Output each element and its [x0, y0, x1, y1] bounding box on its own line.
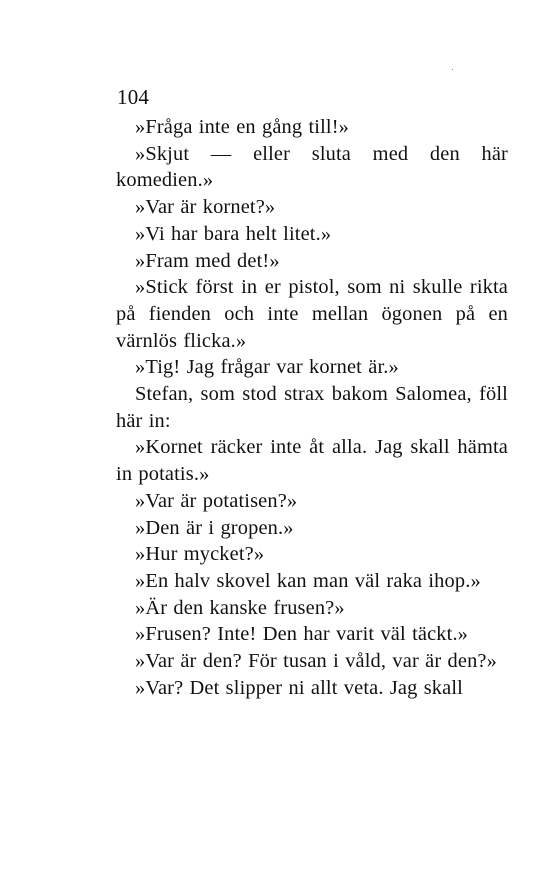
paragraph: »Var är potatisen?»: [135, 489, 298, 512]
paragraph: »Tig! Jag frågar var kornet är.»: [135, 356, 399, 379]
paragraph: »Var? Det slipper ni allt veta. Jag skall: [135, 676, 463, 699]
paragraph: »Hur mycket?»: [135, 543, 265, 566]
paragraph: »Frusen? Inte! Den har varit väl täckt.»: [135, 623, 469, 646]
paragraph: »Fråga inte en gång till!»: [135, 116, 350, 138]
paragraph: »Kornet räcker inte åt alla. Jag skall hämta in potatis.»: [116, 436, 508, 486]
paragraph: »Stick först in er pistol, som ni skulle rikta på fienden och inte mellan ögonen på en värnlös flicka.»: [116, 276, 508, 352]
paragraph: »Fram med det!»: [135, 249, 280, 272]
paragraph: »Den är i gropen.»: [135, 516, 294, 539]
paragraph: »Vi har bara helt litet.»: [135, 222, 332, 245]
body-text: [116, 114, 508, 701]
paragraph: Stefan, som stod strax bakom Salomea, föll här in:: [116, 383, 508, 432]
paragraph: »Skjut — eller sluta med den här komedien.»: [116, 142, 508, 192]
paragraph: »Var är den? För tusan i våld, var är den?»: [135, 650, 497, 673]
print-speck: [452, 69, 453, 70]
page-number: 104: [117, 85, 150, 109]
paragraph: »En halv skovel kan man väl raka ihop.»: [135, 569, 481, 592]
paragraph: »Var är kornet?»: [135, 196, 276, 219]
paragraph: »Är den kanske frusen?»: [135, 596, 345, 619]
